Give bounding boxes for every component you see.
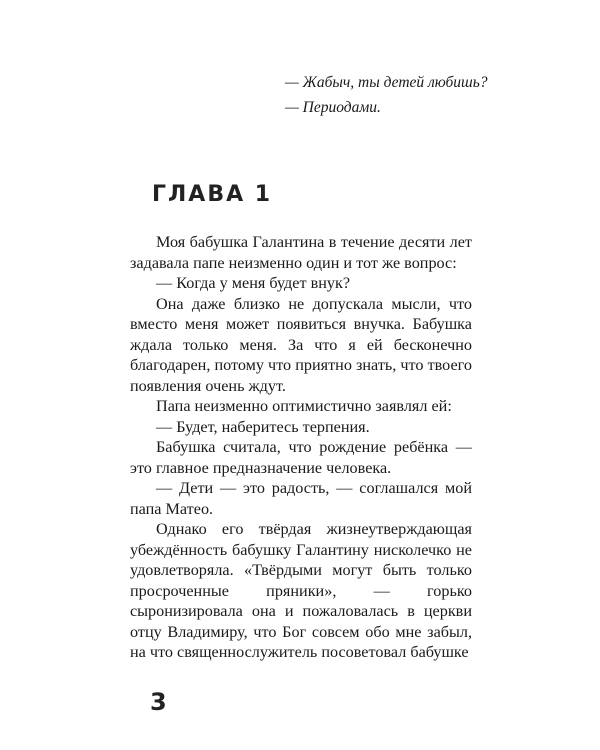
epigraph (285, 70, 488, 120)
paragraph: — Будет, наберитесь терпения. (156, 417, 370, 436)
paragraph: Однако его твёрдая жизнеутверждающая убеждённость бабушку Галантину нисколечко не удовлетворяла. «Твёрдыми могут быть только просроченные пряники», — горько сыронизировала она и пожаловалась в церкви отцу Владимиру, что Бог совсем обо мне забыл, на что священнослужитель посоветовал бабушке (130, 520, 472, 661)
paragraph: — Дети — это радость, — соглашался мой папа Матео. (130, 479, 472, 518)
chapter-title: ГЛАВА 1 (152, 182, 273, 207)
chapter-body (130, 232, 472, 663)
paragraph: — Когда у меня будет внук? (156, 274, 351, 292)
paragraph: Моя бабушка Галантина в течение десяти лет задавала папе неизменно один и тот же вопрос: (130, 233, 472, 272)
epigraph-line: — Периодами. (285, 99, 381, 116)
paragraph: Папа неизменно оптимистично заявлял ей: (156, 397, 452, 415)
paragraph: Она даже близко не допускала мысли, что вместо меня может появиться внучка. Бабушка ждала только меня. За что я ей бесконечно благодарен, потому что приятно знать, что твоего появления очень ждут. (130, 294, 472, 395)
paragraph: Бабушка считала, что рождение ребёнка — это главное предназначение человека. (130, 438, 472, 477)
page-number: 3 (150, 688, 167, 716)
epigraph-line: — Жабыч, ты детей любишь? (285, 74, 488, 91)
